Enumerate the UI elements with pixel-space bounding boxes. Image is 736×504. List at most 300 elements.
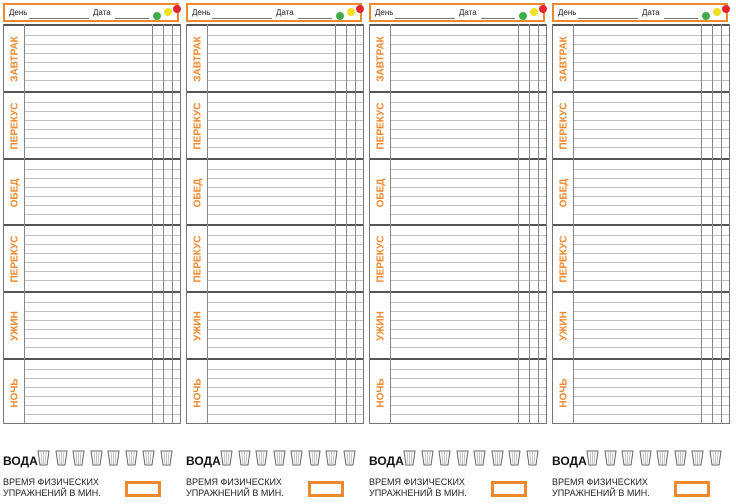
entry-line[interactable] xyxy=(573,53,729,54)
day-page xyxy=(3,0,183,504)
entry-line[interactable] xyxy=(390,196,546,197)
exercise-label-line1: ВРЕМЯ ФИЗИЧЕСКИХ xyxy=(552,477,648,487)
entry-line[interactable] xyxy=(573,187,729,188)
entry-line[interactable] xyxy=(207,111,363,112)
column-divider xyxy=(721,24,722,424)
meal-label-text: ЗАВТРАК xyxy=(9,36,21,82)
entry-line[interactable] xyxy=(24,53,180,54)
entry-line[interactable] xyxy=(390,147,546,148)
entry-line[interactable] xyxy=(390,414,546,415)
meal-label xyxy=(6,228,24,290)
day-header xyxy=(369,3,545,22)
entry-line[interactable] xyxy=(573,253,729,254)
entry-line[interactable] xyxy=(390,53,546,54)
entry-line[interactable] xyxy=(24,71,180,72)
water-cup-icon[interactable] xyxy=(674,450,687,466)
entry-line[interactable] xyxy=(573,138,729,139)
entry-line[interactable] xyxy=(390,311,546,312)
day-header xyxy=(552,3,728,22)
meal-label xyxy=(555,362,573,424)
meal-label-text: ПЕРЕКУС xyxy=(192,235,204,283)
entry-line[interactable] xyxy=(573,80,729,81)
entry-line[interactable] xyxy=(573,44,729,45)
water-cup-icon[interactable] xyxy=(160,450,173,466)
water-cup-icon[interactable] xyxy=(604,450,617,466)
exercise-minutes-field[interactable] xyxy=(674,481,710,497)
water-cup-icon[interactable] xyxy=(273,450,286,466)
entry-line[interactable] xyxy=(573,35,729,36)
column-divider xyxy=(172,24,173,424)
entry-line[interactable] xyxy=(24,138,180,139)
entry-line[interactable] xyxy=(207,53,363,54)
meal-section xyxy=(4,291,180,357)
entry-line[interactable] xyxy=(573,214,729,215)
yellow-dot-icon xyxy=(530,8,538,16)
column-divider xyxy=(712,24,713,424)
entry-line[interactable] xyxy=(573,169,729,170)
entry-line[interactable] xyxy=(573,244,729,245)
meal-label-text: НОЧЬ xyxy=(558,378,570,408)
meal-label xyxy=(189,295,207,357)
green-dot-icon xyxy=(519,12,527,20)
meal-label-text: ПЕРЕКУС xyxy=(192,102,204,150)
entry-line[interactable] xyxy=(24,262,180,263)
water-cup-icon[interactable] xyxy=(586,450,599,466)
grid-bottom-border xyxy=(186,423,364,424)
water-cup-icon[interactable] xyxy=(308,450,321,466)
entry-line[interactable] xyxy=(24,271,180,272)
date-field[interactable] xyxy=(298,18,332,19)
entry-line[interactable] xyxy=(390,302,546,303)
entry-line[interactable] xyxy=(573,280,729,281)
entry-line[interactable] xyxy=(390,129,546,130)
date-label: Дата xyxy=(642,8,660,17)
meal-section xyxy=(187,24,363,90)
column-divider xyxy=(152,24,153,424)
entry-line[interactable] xyxy=(390,80,546,81)
water-label: ВОДА xyxy=(369,454,404,468)
entry-line[interactable] xyxy=(390,62,546,63)
entry-line[interactable] xyxy=(573,71,729,72)
exercise-minutes-field[interactable] xyxy=(308,481,344,497)
meal-section xyxy=(187,158,363,224)
water-cup-icon[interactable] xyxy=(255,450,268,466)
entry-line[interactable] xyxy=(573,262,729,263)
meal-label xyxy=(555,95,573,157)
yellow-dot-icon xyxy=(347,8,355,16)
entry-line[interactable] xyxy=(390,169,546,170)
entry-line[interactable] xyxy=(207,387,363,388)
water-cup-icon[interactable] xyxy=(473,450,486,466)
water-cup-icon[interactable] xyxy=(72,450,85,466)
entry-line[interactable] xyxy=(207,196,363,197)
date-label: Дата xyxy=(276,8,294,17)
entry-line[interactable] xyxy=(24,369,180,370)
green-dot-icon xyxy=(336,12,344,20)
meal-label-text: НОЧЬ xyxy=(375,378,387,408)
meal-section xyxy=(553,291,729,357)
entry-line[interactable] xyxy=(573,405,729,406)
column-divider xyxy=(538,24,539,424)
water-cup-icon[interactable] xyxy=(709,450,722,466)
water-cup-icon[interactable] xyxy=(125,450,138,466)
water-cup-icon[interactable] xyxy=(325,450,338,466)
entry-line[interactable] xyxy=(207,311,363,312)
entry-line[interactable] xyxy=(390,262,546,263)
water-cup-icon[interactable] xyxy=(438,450,451,466)
entry-line[interactable] xyxy=(24,302,180,303)
entry-line[interactable] xyxy=(207,214,363,215)
date-label: Дата xyxy=(93,8,111,17)
date-label: Дата xyxy=(459,8,477,17)
entry-line[interactable] xyxy=(390,138,546,139)
meal-label-text: ПЕРЕКУС xyxy=(9,235,21,283)
entry-line[interactable] xyxy=(207,280,363,281)
water-cup-icon[interactable] xyxy=(238,450,251,466)
meal-label xyxy=(555,162,573,224)
exercise-label xyxy=(552,477,662,499)
entry-line[interactable] xyxy=(207,302,363,303)
entry-line[interactable] xyxy=(207,62,363,63)
meal-label xyxy=(372,95,390,157)
meal-label-text: ОБЕД xyxy=(375,178,387,208)
meal-section xyxy=(187,224,363,290)
exercise-label-line1: ВРЕМЯ ФИЗИЧЕСКИХ xyxy=(186,477,282,487)
entry-line[interactable] xyxy=(390,111,546,112)
meal-section xyxy=(4,358,180,424)
date-field[interactable] xyxy=(115,18,149,19)
date-field[interactable] xyxy=(481,18,515,19)
entry-line[interactable] xyxy=(207,169,363,170)
entry-line[interactable] xyxy=(24,235,180,236)
exercise-label-line2: УПРАЖНЕНИЙ В МИН. xyxy=(3,488,101,498)
entry-line[interactable] xyxy=(207,35,363,36)
entry-line[interactable] xyxy=(573,387,729,388)
meal-section xyxy=(187,91,363,157)
entry-line[interactable] xyxy=(390,280,546,281)
entry-line[interactable] xyxy=(24,329,180,330)
yellow-dot-icon xyxy=(164,8,172,16)
exercise-label-line1: ВРЕМЯ ФИЗИЧЕСКИХ xyxy=(369,477,465,487)
entry-line[interactable] xyxy=(573,147,729,148)
meal-section xyxy=(553,91,729,157)
meal-section xyxy=(553,224,729,290)
exercise-label xyxy=(3,477,113,499)
entry-line[interactable] xyxy=(573,196,729,197)
entry-line[interactable] xyxy=(207,129,363,130)
meal-label xyxy=(372,162,390,224)
entry-line[interactable] xyxy=(573,271,729,272)
entry-line[interactable] xyxy=(207,120,363,121)
water-cup-icon[interactable] xyxy=(656,450,669,466)
meal-label-text: ПЕРЕКУС xyxy=(375,102,387,150)
meal-label xyxy=(189,28,207,90)
entry-line[interactable] xyxy=(390,214,546,215)
meal-label-text: НОЧЬ xyxy=(9,378,21,408)
water-cup-icon[interactable] xyxy=(691,450,704,466)
entry-line[interactable] xyxy=(24,120,180,121)
entry-line[interactable] xyxy=(207,102,363,103)
entry-line[interactable] xyxy=(207,44,363,45)
entry-line[interactable] xyxy=(207,147,363,148)
entry-line[interactable] xyxy=(24,253,180,254)
column-divider xyxy=(355,24,356,424)
column-divider xyxy=(207,24,208,424)
day-header xyxy=(3,3,179,22)
water-cup-icon[interactable] xyxy=(639,450,652,466)
entry-line[interactable] xyxy=(24,414,180,415)
entry-line[interactable] xyxy=(390,120,546,121)
exercise-label xyxy=(186,477,296,499)
exercise-label xyxy=(369,477,479,499)
day-label: День xyxy=(375,8,394,17)
meal-label xyxy=(372,228,390,290)
meal-label xyxy=(555,295,573,357)
entry-line[interactable] xyxy=(390,396,546,397)
entry-line[interactable] xyxy=(24,80,180,81)
meal-section xyxy=(187,358,363,424)
meal-section xyxy=(4,224,180,290)
entry-line[interactable] xyxy=(207,178,363,179)
day-field[interactable] xyxy=(395,18,455,19)
entry-line[interactable] xyxy=(573,338,729,339)
exercise-label-line2: УПРАЖНЕНИЙ В МИН. xyxy=(369,488,467,498)
water-cup-icon[interactable] xyxy=(621,450,634,466)
water-cup-icon[interactable] xyxy=(403,450,416,466)
entry-line[interactable] xyxy=(24,129,180,130)
entry-line[interactable] xyxy=(207,329,363,330)
entry-line[interactable] xyxy=(390,253,546,254)
entry-line[interactable] xyxy=(573,378,729,379)
column-divider xyxy=(335,24,336,424)
entry-line[interactable] xyxy=(573,129,729,130)
meal-label-text: НОЧЬ xyxy=(192,378,204,408)
meal-label xyxy=(372,295,390,357)
entry-line[interactable] xyxy=(573,329,729,330)
entry-line[interactable] xyxy=(390,378,546,379)
entry-line[interactable] xyxy=(390,244,546,245)
meal-label xyxy=(6,362,24,424)
exercise-label-line1: ВРЕМЯ ФИЗИЧЕСКИХ xyxy=(3,477,99,487)
meal-label-text: ЗАВТРАК xyxy=(375,36,387,82)
exercise-label-line2: УПРАЖНЕНИЙ В МИН. xyxy=(552,488,650,498)
entry-line[interactable] xyxy=(207,262,363,263)
entry-line[interactable] xyxy=(390,235,546,236)
entry-line[interactable] xyxy=(207,347,363,348)
water-cup-icon[interactable] xyxy=(526,450,539,466)
entry-line[interactable] xyxy=(207,253,363,254)
entry-line[interactable] xyxy=(24,280,180,281)
water-cup-icon[interactable] xyxy=(37,450,50,466)
entry-line[interactable] xyxy=(207,205,363,206)
exercise-minutes-field[interactable] xyxy=(125,481,161,497)
entry-line[interactable] xyxy=(573,178,729,179)
column-divider xyxy=(346,24,347,424)
day-label: День xyxy=(192,8,211,17)
meal-section xyxy=(370,91,546,157)
water-cups xyxy=(220,450,360,468)
meal-section xyxy=(553,158,729,224)
entry-line[interactable] xyxy=(207,235,363,236)
entry-line[interactable] xyxy=(207,320,363,321)
water-cup-icon[interactable] xyxy=(343,450,356,466)
entry-line[interactable] xyxy=(207,414,363,415)
meal-label xyxy=(372,28,390,90)
meal-label-text: УЖИН xyxy=(558,311,570,341)
entry-line[interactable] xyxy=(24,102,180,103)
entry-line[interactable] xyxy=(207,405,363,406)
water-cup-icon[interactable] xyxy=(491,450,504,466)
day-page xyxy=(369,0,549,504)
entry-line[interactable] xyxy=(573,347,729,348)
red-dot-icon xyxy=(722,5,730,13)
entry-line[interactable] xyxy=(24,214,180,215)
entry-line[interactable] xyxy=(390,320,546,321)
meal-section xyxy=(553,358,729,424)
water-cup-icon[interactable] xyxy=(421,450,434,466)
entry-line[interactable] xyxy=(207,187,363,188)
water-cups xyxy=(37,450,177,468)
entry-line[interactable] xyxy=(24,44,180,45)
day-header xyxy=(186,3,362,22)
meal-section xyxy=(370,158,546,224)
water-cup-icon[interactable] xyxy=(90,450,103,466)
day-field[interactable] xyxy=(212,18,272,19)
entry-line[interactable] xyxy=(390,271,546,272)
entry-line[interactable] xyxy=(207,138,363,139)
grid-bottom-border xyxy=(552,423,730,424)
meal-section xyxy=(370,24,546,90)
entry-line[interactable] xyxy=(24,405,180,406)
entry-line[interactable] xyxy=(390,329,546,330)
entry-line[interactable] xyxy=(207,369,363,370)
meal-label-text: ЗАВТРАК xyxy=(192,36,204,82)
entry-line[interactable] xyxy=(390,405,546,406)
entry-line[interactable] xyxy=(390,71,546,72)
entry-line[interactable] xyxy=(207,396,363,397)
column-divider xyxy=(529,24,530,424)
entry-line[interactable] xyxy=(24,196,180,197)
meal-label-text: УЖИН xyxy=(9,311,21,341)
entry-line[interactable] xyxy=(573,302,729,303)
meal-section xyxy=(4,91,180,157)
entry-line[interactable] xyxy=(573,320,729,321)
meal-label-text: ОБЕД xyxy=(9,178,21,208)
meal-label-text: ЗАВТРАК xyxy=(558,36,570,82)
entry-line[interactable] xyxy=(24,311,180,312)
day-field[interactable] xyxy=(29,18,89,19)
entry-line[interactable] xyxy=(207,271,363,272)
day-page xyxy=(552,0,732,504)
entry-line[interactable] xyxy=(390,369,546,370)
date-field[interactable] xyxy=(664,18,698,19)
entry-line[interactable] xyxy=(207,80,363,81)
entry-line[interactable] xyxy=(24,396,180,397)
meal-label xyxy=(189,228,207,290)
entry-line[interactable] xyxy=(24,387,180,388)
entry-line[interactable] xyxy=(390,347,546,348)
column-divider xyxy=(24,24,25,424)
water-cup-icon[interactable] xyxy=(55,450,68,466)
water-cup-icon[interactable] xyxy=(508,450,521,466)
red-dot-icon xyxy=(173,5,181,13)
entry-line[interactable] xyxy=(24,62,180,63)
water-cup-icon[interactable] xyxy=(220,450,233,466)
water-cup-icon[interactable] xyxy=(142,450,155,466)
entry-line[interactable] xyxy=(207,71,363,72)
entry-line[interactable] xyxy=(390,35,546,36)
entry-line[interactable] xyxy=(573,311,729,312)
entry-line[interactable] xyxy=(573,120,729,121)
water-label: ВОДА xyxy=(186,454,221,468)
day-field[interactable] xyxy=(578,18,638,19)
meal-label xyxy=(6,162,24,224)
entry-line[interactable] xyxy=(573,396,729,397)
meal-grid xyxy=(552,24,730,424)
day-label: День xyxy=(558,8,577,17)
entry-line[interactable] xyxy=(207,378,363,379)
entry-line[interactable] xyxy=(24,338,180,339)
yellow-dot-icon xyxy=(713,8,721,16)
meal-label-text: УЖИН xyxy=(192,311,204,341)
entry-line[interactable] xyxy=(24,347,180,348)
meal-label xyxy=(6,95,24,157)
entry-line[interactable] xyxy=(24,111,180,112)
entry-line[interactable] xyxy=(24,35,180,36)
entry-line[interactable] xyxy=(390,338,546,339)
entry-line[interactable] xyxy=(24,169,180,170)
meal-label xyxy=(189,162,207,224)
entry-line[interactable] xyxy=(207,338,363,339)
entry-line[interactable] xyxy=(390,178,546,179)
meal-label xyxy=(189,362,207,424)
water-cup-icon[interactable] xyxy=(290,450,303,466)
entry-line[interactable] xyxy=(207,244,363,245)
meal-section xyxy=(370,358,546,424)
meal-grid xyxy=(186,24,364,424)
entry-line[interactable] xyxy=(573,102,729,103)
exercise-minutes-field[interactable] xyxy=(491,481,527,497)
entry-line[interactable] xyxy=(24,147,180,148)
water-cup-icon[interactable] xyxy=(107,450,120,466)
entry-line[interactable] xyxy=(24,205,180,206)
entry-line[interactable] xyxy=(573,62,729,63)
water-cup-icon[interactable] xyxy=(456,450,469,466)
green-dot-icon xyxy=(702,12,710,20)
entry-line[interactable] xyxy=(573,369,729,370)
entry-line[interactable] xyxy=(24,244,180,245)
entry-line[interactable] xyxy=(24,378,180,379)
entry-line[interactable] xyxy=(573,414,729,415)
entry-line[interactable] xyxy=(390,102,546,103)
entry-line[interactable] xyxy=(24,320,180,321)
entry-line[interactable] xyxy=(24,187,180,188)
entry-line[interactable] xyxy=(573,111,729,112)
meal-label xyxy=(555,28,573,90)
entry-line[interactable] xyxy=(390,187,546,188)
entry-line[interactable] xyxy=(390,44,546,45)
entry-line[interactable] xyxy=(573,235,729,236)
meal-label-text: ПЕРЕКУС xyxy=(558,102,570,150)
entry-line[interactable] xyxy=(390,205,546,206)
column-divider xyxy=(573,24,574,424)
water-label: ВОДА xyxy=(3,454,38,468)
column-divider xyxy=(163,24,164,424)
entry-line[interactable] xyxy=(573,205,729,206)
grid-bottom-border xyxy=(369,423,547,424)
entry-line[interactable] xyxy=(390,387,546,388)
entry-line[interactable] xyxy=(24,178,180,179)
